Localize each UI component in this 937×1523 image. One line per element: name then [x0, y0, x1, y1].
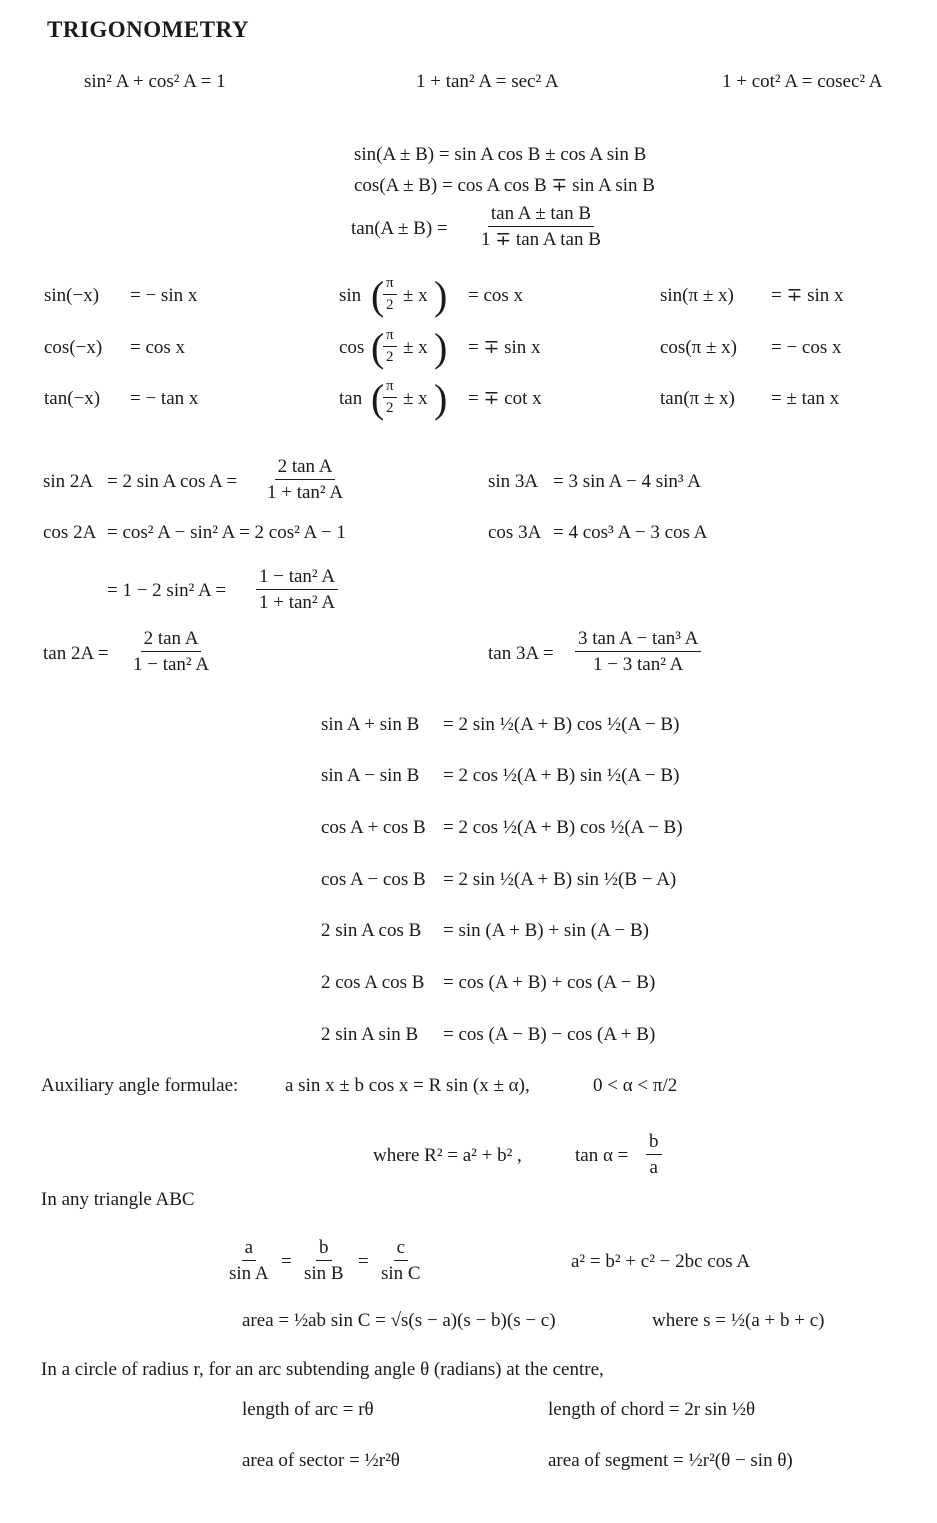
sin3a-lhs: sin 3A: [488, 471, 539, 492]
compound-sin: sin(A ± B) = sin A cos B ± cos A sin B: [354, 144, 647, 165]
close-paren: ): [434, 273, 448, 318]
fraction-numerator: π: [383, 379, 397, 398]
sp-rhs-5: = sin (A + B) + sin (A − B): [443, 920, 649, 941]
sin2a-fraction: [264, 457, 346, 502]
pi-cos-rhs: = − cos x: [771, 337, 842, 358]
compound-tan-lhs: tan(A ± B) =: [351, 218, 448, 239]
tan3a-lhs: tan 3A =: [488, 643, 554, 664]
fraction-denominator: sin C: [381, 1263, 421, 1284]
sp-rhs-3: = 2 cos ½(A + B) cos ½(A − B): [443, 817, 683, 838]
circle-intro: In a circle of radius r, for an arc subtending angle θ (radians) at the centre,: [41, 1359, 604, 1380]
chord-length: length of chord = 2r sin ½θ: [548, 1399, 756, 1420]
auxiliary-where: where R² = a² + b² ,: [373, 1145, 522, 1166]
fraction-denominator: sin B: [304, 1263, 344, 1284]
halfpi-sin-fn: sin: [339, 285, 362, 306]
compound-tan-fraction: [478, 204, 604, 249]
halfpi-cos-fn: cos: [339, 337, 365, 358]
tan3a-fraction: [575, 629, 701, 674]
sector-area: area of sector = ½r²θ: [242, 1450, 400, 1471]
pi-tan-rhs: = ± tan x: [771, 388, 840, 409]
fraction-numerator: π: [383, 328, 397, 347]
close-paren: ): [434, 325, 448, 370]
halfpi-sin-rhs: = cos x: [468, 285, 524, 306]
fraction-denominator: sin A: [229, 1263, 269, 1284]
pi-sin-lhs: sin(π ± x): [660, 285, 734, 306]
segment-area: area of segment = ½r²(θ − sin θ): [548, 1450, 793, 1471]
identity-sin-cos: sin² A + cos² A = 1: [84, 71, 226, 92]
fraction-numerator: tan A ± tan B: [488, 204, 594, 227]
semi-perimeter: where s = ½(a + b + c): [652, 1310, 825, 1331]
auxiliary-formula: a sin x ± b cos x = R sin (x ± α),: [285, 1075, 530, 1096]
sine-rule-fraction-c: [378, 1238, 424, 1283]
identity-tan-sec: 1 + tan² A = sec² A: [416, 71, 559, 92]
fraction-numerator: 2 tan A: [275, 457, 336, 480]
pi-tan-lhs: tan(π ± x): [660, 388, 735, 409]
halfpi-fraction: [383, 276, 397, 313]
auxiliary-tan-fraction: [646, 1132, 662, 1177]
neg-cos-lhs: cos(−x): [44, 337, 103, 358]
arc-length: length of arc = rθ: [242, 1399, 374, 1420]
sin2a-lhs: sin 2A: [43, 471, 94, 492]
neg-sin-rhs: = − sin x: [130, 285, 198, 306]
open-paren: (: [371, 273, 385, 318]
halfpi-tan-rhs: = ∓ cot x: [468, 388, 542, 409]
sin2a-mid: = 2 sin A cos A =: [107, 471, 238, 492]
fraction-denominator: 1 + tan² A: [259, 592, 336, 613]
fraction-denominator: 1 + tan² A: [267, 482, 344, 503]
neg-tan-rhs: = − tan x: [130, 388, 199, 409]
pi-cos-lhs: cos(π ± x): [660, 337, 738, 358]
sp-lhs-7: 2 sin A sin B: [321, 1024, 419, 1045]
fraction-numerator: a: [242, 1238, 256, 1261]
fraction-numerator: b: [316, 1238, 332, 1261]
sp-lhs-2: sin A − sin B: [321, 765, 420, 786]
sp-lhs-5: 2 sin A cos B: [321, 920, 422, 941]
fraction-numerator: 1 − tan² A: [256, 567, 338, 590]
fraction-denominator: a: [649, 1157, 658, 1178]
fraction-denominator: 2: [386, 400, 394, 416]
fraction-denominator: 1 ∓ tan A tan B: [481, 229, 601, 250]
fraction-numerator: π: [383, 276, 397, 295]
cos2a-rhs: = cos² A − sin² A = 2 cos² A − 1: [107, 522, 346, 543]
sp-rhs-1: = 2 sin ½(A + B) cos ½(A − B): [443, 714, 680, 735]
halfpi-cos-rhs: = ∓ sin x: [468, 337, 541, 358]
sp-rhs-6: = cos (A + B) + cos (A − B): [443, 972, 656, 993]
tan2a-lhs: tan 2A =: [43, 643, 109, 664]
fraction-denominator: 1 − 3 tan² A: [593, 654, 684, 675]
fraction-numerator: 3 tan A − tan³ A: [575, 629, 701, 652]
sp-lhs-4: cos A − cos B: [321, 869, 426, 890]
sine-rule-fraction-b: [301, 1238, 347, 1283]
sin3a-rhs: = 3 sin A − 4 sin³ A: [553, 471, 702, 492]
cos3a-rhs: = 4 cos³ A − 3 cos A: [553, 522, 708, 543]
neg-cos-rhs: = cos x: [130, 337, 186, 358]
open-paren: (: [371, 376, 385, 421]
neg-sin-lhs: sin(−x): [44, 285, 100, 306]
cos2a-fraction: [256, 567, 338, 612]
halfpi-tan-fn: tan: [339, 388, 363, 409]
fraction-denominator: 2: [386, 349, 394, 365]
fraction-numerator: b: [646, 1132, 662, 1155]
auxiliary-tan-lhs: tan α =: [575, 1145, 629, 1166]
auxiliary-label: Auxiliary angle formulae:: [41, 1075, 239, 1096]
fraction-numerator: c: [394, 1238, 408, 1261]
sp-rhs-4: = 2 sin ½(A + B) sin ½(B − A): [443, 869, 677, 890]
cos2a-lhs: cos 2A: [43, 522, 97, 543]
tan2a-fraction: [130, 629, 212, 674]
halfpi-rest: ± x: [403, 388, 428, 409]
auxiliary-range: 0 < α < π/2: [593, 1075, 678, 1096]
equals-sign: =: [281, 1251, 292, 1272]
halfpi-fraction: [383, 328, 397, 365]
triangle-area: area = ½ab sin C = √s(s − a)(s − b)(s − c): [242, 1310, 556, 1331]
halfpi-fraction: [383, 379, 397, 416]
pi-sin-rhs: = ∓ sin x: [771, 285, 844, 306]
sp-lhs-3: cos A + cos B: [321, 817, 426, 838]
fraction-denominator: 2: [386, 297, 394, 313]
page-title: TRIGONOMETRY: [47, 17, 249, 42]
sp-rhs-7: = cos (A − B) − cos (A + B): [443, 1024, 656, 1045]
identity-cot-cosec: 1 + cot² A = cosec² A: [722, 71, 883, 92]
cos3a-lhs: cos 3A: [488, 522, 542, 543]
sp-lhs-1: sin A + sin B: [321, 714, 420, 735]
equals-sign: =: [358, 1251, 369, 1272]
neg-tan-lhs: tan(−x): [44, 388, 101, 409]
sine-rule-fraction-a: [226, 1238, 272, 1283]
cosine-rule: a² = b² + c² − 2bc cos A: [571, 1251, 751, 1272]
sp-rhs-2: = 2 cos ½(A + B) sin ½(A − B): [443, 765, 680, 786]
sp-lhs-6: 2 cos A cos B: [321, 972, 425, 993]
open-paren: (: [371, 325, 385, 370]
halfpi-rest: ± x: [403, 337, 428, 358]
close-paren: ): [434, 376, 448, 421]
triangle-intro: In any triangle ABC: [41, 1189, 195, 1210]
cos2a-alt: = 1 − 2 sin² A =: [107, 580, 227, 601]
compound-cos: cos(A ± B) = cos A cos B ∓ sin A sin B: [354, 175, 655, 196]
fraction-numerator: 2 tan A: [141, 629, 202, 652]
halfpi-rest: ± x: [403, 285, 428, 306]
fraction-denominator: 1 − tan² A: [133, 654, 210, 675]
